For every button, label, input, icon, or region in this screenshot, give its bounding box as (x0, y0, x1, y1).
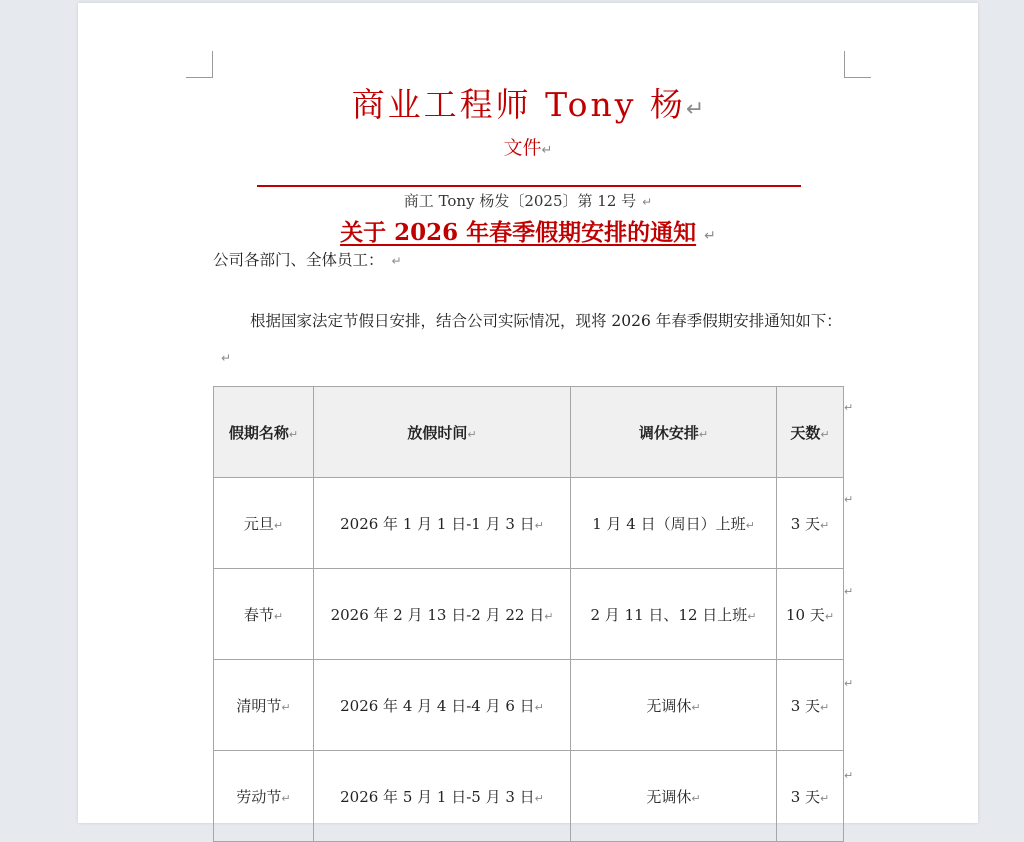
paragraph-mark-icon: ↵ (391, 254, 402, 268)
table-cell[interactable]: 2026 年 4 月 4 日-4 月 6 日↵ (314, 660, 571, 751)
table-cell[interactable]: 3 天↵ (777, 751, 844, 842)
cell-mark-icon: ↵ (820, 518, 830, 532)
header-cell-makeup-workdays[interactable]: 调休安排↵ (571, 387, 777, 478)
paragraph-mark-icon: ↵ (704, 228, 716, 244)
table-row (214, 478, 844, 569)
cell-mark-icon: ↵ (273, 518, 284, 532)
table-row (214, 569, 844, 660)
table-cell[interactable]: 10 天↵ (777, 569, 844, 660)
headline-text: 关于 2026 年春季假期安排的通知 (340, 219, 697, 246)
table-cell[interactable]: 无调休↵ (571, 660, 777, 751)
table-cell[interactable]: 清明节↵ (214, 660, 314, 751)
cell-mark-icon: ↵ (273, 609, 284, 623)
table-cell[interactable]: 春节↵ (214, 569, 314, 660)
paragraph-mark-icon: ↵ (221, 351, 232, 365)
cell-mark-icon: ↵ (288, 427, 299, 441)
intro-paragraph[interactable] (213, 303, 848, 376)
cell-mark-icon: ↵ (534, 518, 544, 532)
cell-mark-icon: ↵ (747, 609, 757, 623)
table-cell[interactable]: 2026 年 5 月 1 日-5 月 3 日↵ (314, 751, 571, 842)
margin-corner-top-right (844, 51, 871, 78)
row-end-mark-icon: ↵ (844, 493, 854, 506)
cell-mark-icon: ↵ (691, 791, 701, 805)
document-subtitle[interactable] (78, 133, 978, 160)
paragraph-mark-icon: ↵ (541, 143, 553, 158)
document-number-text: 商工 Tony 杨发〔2025〕第 12 号 (403, 192, 637, 210)
title-text: 商业工程师 Tony 杨 (351, 85, 686, 124)
table-cell[interactable]: 2026 年 1 月 1 日-1 月 3 日↵ (314, 478, 571, 569)
notice-headline[interactable] (78, 214, 978, 247)
cell-mark-icon: ↵ (820, 427, 830, 441)
red-header-rule (257, 185, 801, 187)
table-cell[interactable]: 2 月 11 日、12 日上班↵ (571, 569, 777, 660)
table-cell[interactable]: 劳动节↵ (214, 751, 314, 842)
table-cell[interactable]: 2026 年 2 月 13 日-2 月 22 日↵ (314, 569, 571, 660)
salutation[interactable] (213, 248, 402, 270)
salutation-text: 公司各部门、全体员工： (213, 251, 384, 269)
cell-mark-icon: ↵ (745, 518, 755, 532)
cell-mark-icon: ↵ (820, 700, 830, 714)
cell-mark-icon: ↵ (820, 791, 830, 805)
table-cell[interactable]: 1 月 4 日（周日）上班↵ (571, 478, 777, 569)
holiday-table (213, 386, 844, 842)
table-cell[interactable]: 3 天↵ (777, 478, 844, 569)
table-cell[interactable]: 3 天↵ (777, 660, 844, 751)
table-row (214, 660, 844, 751)
table-cell[interactable]: 元旦↵ (214, 478, 314, 569)
document-number[interactable] (78, 190, 978, 211)
cell-mark-icon: ↵ (534, 700, 544, 714)
table-row (214, 751, 844, 842)
margin-corner-top-left (186, 51, 213, 78)
table-cell[interactable]: 无调休↵ (571, 751, 777, 842)
cell-mark-icon: ↵ (534, 791, 544, 805)
header-cell-days[interactable]: 天数↵ (777, 387, 844, 478)
row-end-mark-icon: ↵ (844, 401, 854, 414)
paragraph-mark-icon: ↵ (642, 195, 653, 209)
intro-text: 根据国家法定节假日安排，结合公司实际情况，现将 2026 年春季假期安排通知如下： (250, 312, 842, 330)
header-cell-holiday-dates[interactable]: 放假时间↵ (314, 387, 571, 478)
paragraph-mark-icon: ↵ (685, 97, 705, 122)
table-header-row (214, 387, 844, 478)
cell-mark-icon: ↵ (698, 427, 709, 441)
header-cell-holiday-name[interactable]: 假期名称↵ (214, 387, 314, 478)
document-page (78, 3, 978, 823)
subtitle-text: 文件 (503, 137, 542, 159)
cell-mark-icon: ↵ (544, 609, 554, 623)
cell-mark-icon: ↵ (281, 700, 291, 714)
cell-mark-icon: ↵ (824, 609, 835, 623)
cell-mark-icon: ↵ (467, 427, 477, 441)
cell-mark-icon: ↵ (281, 791, 291, 805)
row-end-mark-icon: ↵ (844, 677, 854, 690)
row-end-mark-icon: ↵ (844, 769, 854, 782)
cell-mark-icon: ↵ (691, 700, 701, 714)
document-title[interactable] (78, 79, 978, 126)
row-end-mark-icon: ↵ (844, 585, 854, 598)
